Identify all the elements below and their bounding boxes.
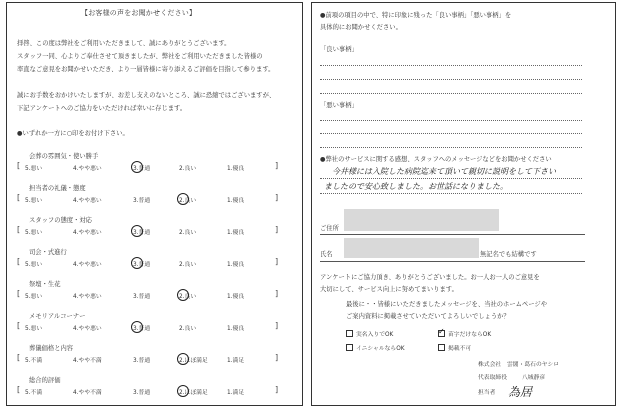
- rating-option[interactable]: 2.良い: [179, 195, 196, 204]
- staff-name: 為居: [508, 385, 533, 399]
- anonymous-note: 無記名でも結構です: [480, 251, 537, 258]
- permission-line-1: 最後に・・皆様にいただきましたメッセージを、当社のホームページや: [346, 301, 547, 308]
- rating-option[interactable]: 4.やや悪い: [73, 230, 102, 236]
- option-real-name[interactable]: 実名入りでOK: [346, 329, 393, 338]
- survey-page-left: [6, 2, 303, 406]
- intro-line-2: スタッフ一同、心よりご奉仕させて頂きましたが、弊社をご利用いただきました皆様の: [17, 53, 263, 60]
- rating-option[interactable]: 5.不満: [25, 390, 43, 396]
- rating-option[interactable]: 1.優良: [227, 230, 245, 236]
- request-line-2: 下記アンケートへのご協力をいただければ幸いに存じます。: [17, 105, 187, 112]
- rating-option[interactable]: 2.良い: [179, 291, 196, 300]
- intro-line-3: 率直なご意見をお聞かせいただき、より一層皆様に寄り添えるご評価を目指して参ります。: [17, 66, 275, 73]
- rating-option[interactable]: 4.やや悪い: [73, 166, 102, 172]
- option-initials[interactable]: イニシャルならOK: [346, 343, 405, 352]
- rating-option[interactable]: 3.普通: [133, 259, 150, 268]
- bracket-open: [: [17, 193, 21, 202]
- bracket-close: ]: [275, 321, 279, 330]
- survey-title: 【お客様の声をお聞かせください】: [81, 9, 197, 17]
- question-label: 会葬の雰囲気・使い勝手: [29, 153, 99, 160]
- option-surname-only[interactable]: ✓ 苗字だけならOK: [438, 327, 492, 338]
- survey-page-right: [311, 2, 616, 406]
- rating-option[interactable]: 1.優良: [227, 294, 245, 300]
- staff-title: 担当者: [478, 390, 496, 396]
- rating-option[interactable]: 1.優良: [227, 166, 245, 172]
- question-label: スタッフの態度・対応: [29, 217, 92, 224]
- instruction-text: ●いずれか一方に○印をお付け下さい。: [17, 130, 129, 137]
- impression-question-2: 具体的にお聞かせください。: [320, 24, 402, 31]
- bracket-close: ]: [275, 193, 279, 202]
- good-points-label: 「良い事柄」: [320, 46, 358, 53]
- rating-option[interactable]: 1.優良: [227, 198, 245, 204]
- bracket-close: ]: [275, 257, 279, 266]
- bracket-open: [: [17, 257, 21, 266]
- rating-option[interactable]: 5.悪い: [25, 294, 43, 300]
- thanks-line-1: アンケートにご協力頂き、ありがとうございました。お一人お一人のご意見を: [320, 274, 540, 281]
- rating-option[interactable]: 2.良い: [179, 262, 197, 268]
- bracket-close: ]: [275, 161, 279, 170]
- name-line: [320, 261, 585, 262]
- company-name: 株式会社 雲閣・葛石のヤシロ: [478, 362, 560, 368]
- bracket-close: ]: [275, 289, 279, 298]
- checkbox[interactable]: [438, 344, 445, 351]
- rating-option[interactable]: 1.優良: [227, 262, 245, 268]
- rating-option[interactable]: 2.良い: [179, 326, 197, 332]
- address-line: [320, 234, 585, 235]
- request-line-1: 誠にお手数をおかけいたしますが、お差し支えのないところ、誠に恐縮ではございますが、: [17, 92, 276, 99]
- rating-option[interactable]: 5.悪い: [25, 166, 43, 172]
- rating-option[interactable]: 3.普通: [133, 390, 151, 396]
- bad-points-line: [320, 147, 582, 148]
- rating-option[interactable]: 5.悪い: [25, 326, 43, 332]
- redacted-name: [344, 238, 479, 258]
- redacted-address: [344, 209, 499, 231]
- rating-option[interactable]: 5.悪い: [25, 230, 43, 236]
- rating-option[interactable]: 4.やや悪い: [73, 294, 102, 300]
- message-line: [320, 178, 582, 179]
- bracket-open: [: [17, 385, 21, 394]
- rating-option[interactable]: 4.やや不満: [73, 358, 102, 364]
- handwritten-message-line-2: ましたので安心致しました。お世話になりました。: [324, 182, 508, 191]
- rating-option[interactable]: 4.やや悪い: [73, 326, 102, 332]
- rating-option[interactable]: 1.満足: [227, 358, 245, 364]
- bracket-open: [: [17, 161, 21, 170]
- rating-option[interactable]: 4.やや悪い: [73, 198, 102, 204]
- rating-option[interactable]: 3.普通: [133, 163, 150, 172]
- message-line: [320, 193, 582, 194]
- good-points-line: [320, 79, 582, 80]
- bracket-open: [: [17, 353, 21, 362]
- good-points-line: [320, 93, 582, 94]
- rating-option[interactable]: 5.悪い: [25, 262, 43, 268]
- rating-option[interactable]: 1.満足: [227, 390, 245, 396]
- checkbox[interactable]: [346, 330, 353, 337]
- rating-option[interactable]: 1.優良: [227, 326, 245, 332]
- question-label: 担当者の礼儀・態度: [29, 185, 86, 192]
- rating-option[interactable]: 3.普通: [133, 323, 150, 332]
- bad-points-line: [320, 133, 582, 134]
- bracket-close: ]: [275, 225, 279, 234]
- question-label: 祭壇・生花: [29, 281, 61, 288]
- question-label: 司会・式進行: [29, 249, 67, 256]
- rating-option[interactable]: 5.不満: [25, 358, 43, 364]
- rating-option[interactable]: 2.良い: [179, 166, 197, 172]
- name-label: 氏名: [320, 251, 333, 258]
- rating-option[interactable]: 3.普通: [133, 358, 151, 364]
- question-label: 総合的評価: [29, 377, 61, 384]
- bracket-open: [: [17, 225, 21, 234]
- question-label: メモリアルコーナー: [29, 313, 86, 320]
- impression-question: ●前項の項目の中で、特に印象に残った「良い事柄」「悪い事柄」を: [320, 12, 512, 19]
- checkbox-checked[interactable]: ✓: [438, 327, 445, 336]
- checkbox[interactable]: [346, 344, 353, 351]
- rep-name: 八城静彦: [522, 375, 546, 381]
- rating-option[interactable]: 4.やや不満: [73, 390, 102, 396]
- rating-option[interactable]: 4.やや悪い: [73, 262, 102, 268]
- rating-option[interactable]: 3.普通: [133, 227, 150, 236]
- handwritten-message-line-1: 今井様には入院した病院迄来て頂いて親切に説明をして下さい: [332, 167, 556, 176]
- bracket-close: ]: [275, 353, 279, 362]
- good-points-line: [320, 65, 582, 66]
- rep-title: 代表取締役: [478, 375, 507, 381]
- option-no-publish[interactable]: 掲載不可: [438, 343, 471, 352]
- rating-option[interactable]: 3.普通: [133, 198, 151, 204]
- rating-option[interactable]: 3.普通: [133, 294, 151, 300]
- message-question: ●弊社のサービスに関する感想、スタッフへのメッセージなどをお聞かせください: [320, 156, 552, 163]
- intro-line-1: 拝啓、この度は弊社をご利用いただきまして、誠にありがとうございます。: [17, 40, 231, 47]
- bracket-open: [: [17, 289, 21, 298]
- permission-line-2: ご案内資料に掲載させていただいてよろしいでしょうか？: [346, 313, 510, 320]
- bracket-open: [: [17, 321, 21, 330]
- bad-points-label: 「悪い事柄」: [320, 102, 358, 109]
- question-label: 葬儀価格と内容: [29, 345, 74, 352]
- rating-option[interactable]: 5.悪い: [25, 198, 43, 204]
- bad-points-line: [320, 120, 582, 121]
- thanks-line-2: 大切にして、サービス向上に努めてまいります。: [320, 286, 458, 293]
- rating-option[interactable]: 2.ほぼ満足: [179, 387, 208, 396]
- rating-option[interactable]: 2.良い: [179, 230, 197, 236]
- address-label: ご住所: [320, 225, 339, 232]
- bracket-close: ]: [275, 385, 279, 394]
- rating-option[interactable]: 2.ほぼ満足: [179, 355, 208, 364]
